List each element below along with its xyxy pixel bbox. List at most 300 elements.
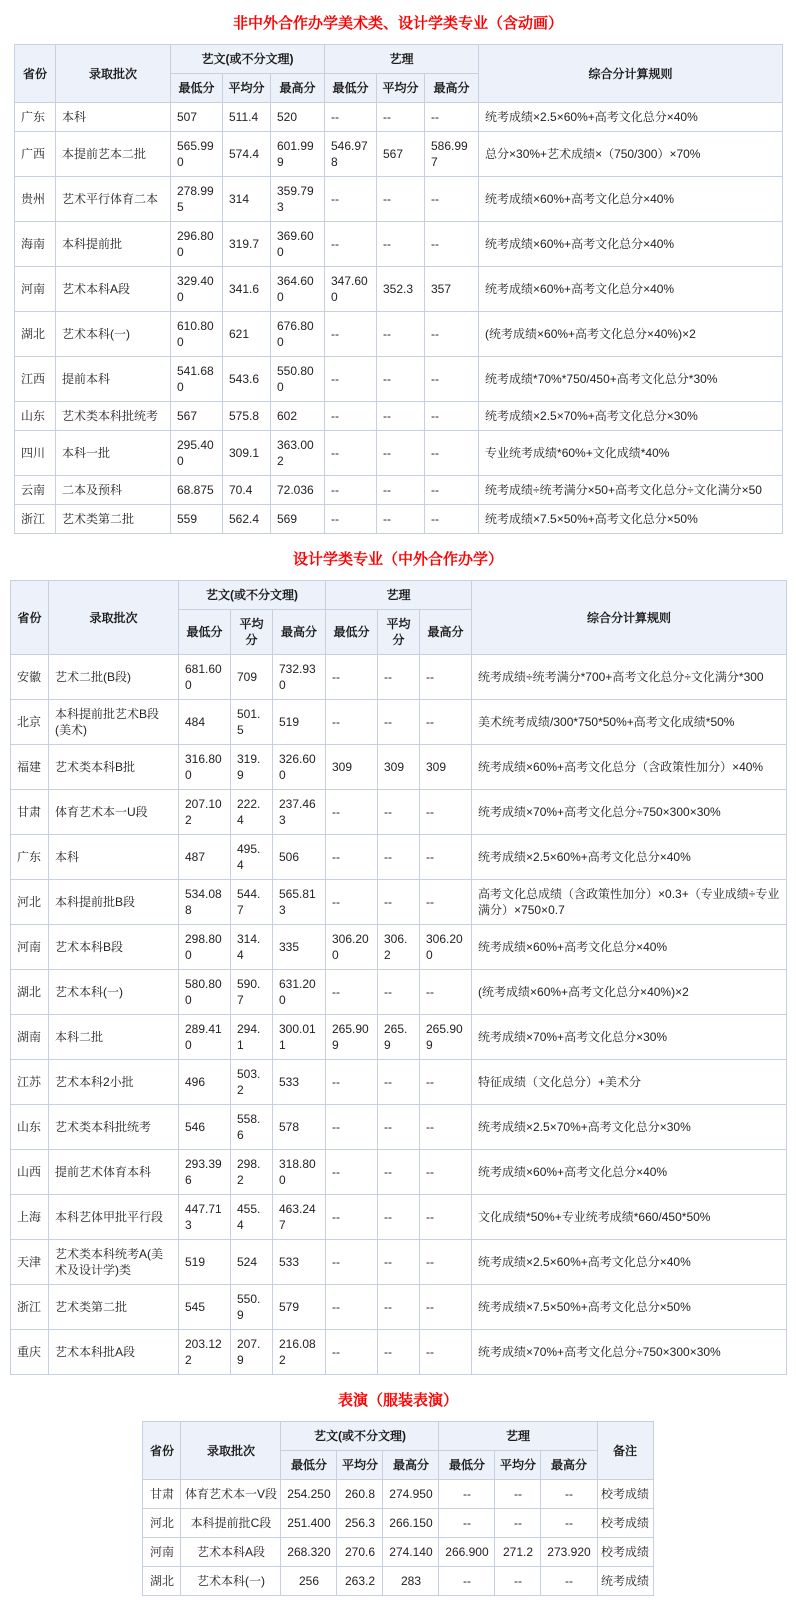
table-cell: 447.713 xyxy=(179,1195,231,1240)
table-cell: 274.140 xyxy=(383,1538,439,1567)
table-cell: 海南 xyxy=(15,222,56,267)
table-cell: 特征成绩（文化总分）+美术分 xyxy=(472,1060,787,1105)
table-cell: 254.250 xyxy=(281,1480,337,1509)
table-cell: 河南 xyxy=(15,267,56,312)
col-header-min: 最低分 xyxy=(325,74,377,103)
table-cell: -- xyxy=(495,1567,541,1596)
table-row xyxy=(11,925,787,970)
table-cell: 山西 xyxy=(11,1150,49,1195)
table-cell: 579 xyxy=(273,1285,326,1330)
table-cell: -- xyxy=(377,222,425,267)
table-cell: 709 xyxy=(231,655,273,700)
table-cell: 574.4 xyxy=(223,132,271,177)
table-cell: 广东 xyxy=(15,103,56,132)
table-cell: 校考成绩 xyxy=(597,1538,653,1567)
table-cell: 统考成绩×2.5×60%+高考文化总分×40% xyxy=(472,835,787,880)
table-cell: 总分×30%+艺术成绩×（750/300）×70% xyxy=(479,132,783,177)
table-cell: -- xyxy=(420,1195,472,1240)
table-cell: 278.995 xyxy=(171,177,223,222)
table-cell: 统考成绩×7.5×50%+高考文化总分×50% xyxy=(479,505,783,534)
table-cell: -- xyxy=(425,476,479,505)
table-cell: 统考成绩×60%+高考文化总分×40% xyxy=(472,1150,787,1195)
table-cell: 216.082 xyxy=(273,1330,326,1375)
table-cell: 统考成绩×70%+高考文化总分÷750×300×30% xyxy=(472,790,787,835)
table-cell: 艺术本科A段 xyxy=(56,267,171,312)
table-cell: -- xyxy=(378,1060,420,1105)
table-cell: 江苏 xyxy=(11,1060,49,1105)
table-cell: 335 xyxy=(273,925,326,970)
table-cell: 309.1 xyxy=(223,431,271,476)
table-cell: 艺术本科2小批 xyxy=(49,1060,179,1105)
table-cell: 484 xyxy=(179,700,231,745)
table-cell: 甘肃 xyxy=(11,790,49,835)
table-cell: 534.088 xyxy=(179,880,231,925)
table-cell: -- xyxy=(425,505,479,534)
table-cell: 统考成绩×2.5×60%+高考文化总分×40% xyxy=(472,1240,787,1285)
table-cell: 341.6 xyxy=(223,267,271,312)
table-cell: -- xyxy=(326,1060,378,1105)
table-cell: 提前艺术体育本科 xyxy=(49,1150,179,1195)
table-cell: -- xyxy=(325,222,377,267)
table-cell: 519 xyxy=(273,700,326,745)
table-cell: 统考成绩×2.5×70%+高考文化总分×30% xyxy=(472,1105,787,1150)
table-cell: 湖北 xyxy=(11,970,49,1015)
table-cell: 207.102 xyxy=(179,790,231,835)
table-cell: 四川 xyxy=(15,431,56,476)
table-cell: 本科 xyxy=(56,103,171,132)
table-cell: 586.997 xyxy=(425,132,479,177)
table-cell: 268.320 xyxy=(281,1538,337,1567)
table-cell: 68.875 xyxy=(171,476,223,505)
table-cell: -- xyxy=(420,970,472,1015)
table-cell: 621 xyxy=(223,312,271,357)
table-cell: -- xyxy=(420,1285,472,1330)
table-row xyxy=(15,357,783,402)
table-cell: -- xyxy=(425,431,479,476)
table-cell: 237.463 xyxy=(273,790,326,835)
table-cell: -- xyxy=(377,103,425,132)
table-cell: 565.990 xyxy=(171,132,223,177)
table-cell: 309 xyxy=(378,745,420,790)
table-cell: 安徽 xyxy=(11,655,49,700)
table-cell: -- xyxy=(378,970,420,1015)
table-row xyxy=(11,1285,787,1330)
table-cell: 271.2 xyxy=(495,1538,541,1567)
table-cell: 601.999 xyxy=(271,132,325,177)
table-cell: -- xyxy=(326,1150,378,1195)
table-cell: -- xyxy=(325,431,377,476)
col-group-arts-sci: 艺理 xyxy=(439,1422,597,1451)
table-cell: 263.2 xyxy=(337,1567,383,1596)
table-cell: -- xyxy=(420,1105,472,1150)
col-header-max: 最高分 xyxy=(383,1451,439,1480)
table-cell: 507 xyxy=(171,103,223,132)
table-body xyxy=(143,1480,653,1596)
table-cell: 511.4 xyxy=(223,103,271,132)
table-cell: 300.011 xyxy=(273,1015,326,1060)
table-row xyxy=(15,177,783,222)
table-cell: -- xyxy=(420,880,472,925)
table-cell: 河北 xyxy=(11,880,49,925)
col-group-arts-sci: 艺理 xyxy=(325,45,479,74)
table-cell: -- xyxy=(326,790,378,835)
header-row-groups xyxy=(11,581,787,610)
table-cell: -- xyxy=(325,476,377,505)
table-cell: 统考成绩×60%+高考文化总分×40% xyxy=(479,222,783,267)
table-cell: 294.1 xyxy=(231,1015,273,1060)
table-cell: 610.800 xyxy=(171,312,223,357)
table-cell: 533 xyxy=(273,1240,326,1285)
section-title-performance: 表演（服装表演） xyxy=(337,1392,458,1409)
table-cell: 580.800 xyxy=(179,970,231,1015)
table-cell: 575.8 xyxy=(223,402,271,431)
table-cell: -- xyxy=(325,312,377,357)
table-cell: 校考成绩 xyxy=(597,1509,653,1538)
table-cell: 347.600 xyxy=(325,267,377,312)
table-cell: 318.800 xyxy=(273,1150,326,1195)
table-cell: 本科提前批B段 xyxy=(49,880,179,925)
table-cell: 455.4 xyxy=(231,1195,273,1240)
table-cell: 541.680 xyxy=(171,357,223,402)
table-cell: 602 xyxy=(271,402,325,431)
table-row xyxy=(15,267,783,312)
table-cell: 266.150 xyxy=(383,1509,439,1538)
table-cell: -- xyxy=(378,835,420,880)
table-cell: 306.2 xyxy=(378,925,420,970)
table-cell: 270.6 xyxy=(337,1538,383,1567)
table-cell: 湖北 xyxy=(15,312,56,357)
table-cell: -- xyxy=(425,312,479,357)
table-cell: 295.400 xyxy=(171,431,223,476)
table-cell: 309 xyxy=(420,745,472,790)
table-row xyxy=(11,745,787,790)
table-cell: 306.200 xyxy=(420,925,472,970)
table-cell: 统考成绩×2.5×60%+高考文化总分×40% xyxy=(479,103,783,132)
table-cell: 309 xyxy=(326,745,378,790)
table-row xyxy=(15,476,783,505)
col-header-rule: 综合分计算规则 xyxy=(472,581,787,655)
table-cell: 546 xyxy=(179,1105,231,1150)
table-cell: -- xyxy=(377,312,425,357)
table-cell: 河北 xyxy=(143,1509,181,1538)
col-header-note: 备注 xyxy=(597,1422,653,1480)
table-cell: 艺术类本科统考A(美术及设计学)类 xyxy=(49,1240,179,1285)
table-cell: 本提前艺本二批 xyxy=(56,132,171,177)
table-cell: 550.800 xyxy=(271,357,325,402)
table-cell: 体育艺术本一V段 xyxy=(181,1480,281,1509)
table-cell: 319.7 xyxy=(223,222,271,267)
table-cell: 359.793 xyxy=(271,177,325,222)
col-group-arts-lit: 艺文(或不分文理) xyxy=(179,581,326,610)
table-cell: 260.8 xyxy=(337,1480,383,1509)
table-cell: -- xyxy=(420,1240,472,1285)
table-row xyxy=(15,312,783,357)
table-cell: 329.400 xyxy=(171,267,223,312)
table-cell: -- xyxy=(377,357,425,402)
table-cell: 艺术本科(一) xyxy=(56,312,171,357)
table-cell: -- xyxy=(326,1240,378,1285)
table-cell: 艺术本科B段 xyxy=(49,925,179,970)
table-cell: 289.410 xyxy=(179,1015,231,1060)
table-cell: -- xyxy=(377,177,425,222)
table-cell: 676.800 xyxy=(271,312,325,357)
table-cell: -- xyxy=(325,505,377,534)
table-cell: (统考成绩×60%+高考文化总分×40%)×2 xyxy=(479,312,783,357)
table-cell: -- xyxy=(378,1330,420,1375)
col-header-min: 最低分 xyxy=(326,610,378,655)
col-header-max: 最高分 xyxy=(425,74,479,103)
table-cell: 统考成绩×2.5×70%+高考文化总分×30% xyxy=(479,402,783,431)
table-cell: 558.6 xyxy=(231,1105,273,1150)
table-cell: -- xyxy=(325,177,377,222)
table-row xyxy=(11,1150,787,1195)
table-cell: 519 xyxy=(179,1240,231,1285)
table-cell: 云南 xyxy=(15,476,56,505)
table-cell: -- xyxy=(420,835,472,880)
col-header-min: 最低分 xyxy=(171,74,223,103)
col-header-max: 最高分 xyxy=(273,610,326,655)
table-cell: 艺术本科(一) xyxy=(181,1567,281,1596)
table-cell: 298.2 xyxy=(231,1150,273,1195)
table-cell: 二本及预科 xyxy=(56,476,171,505)
table-cell: 体育艺术本一U段 xyxy=(49,790,179,835)
table-cell: 艺术二批(B段) xyxy=(49,655,179,700)
col-header-max: 最高分 xyxy=(541,1451,597,1480)
col-header-avg: 平均分 xyxy=(378,610,420,655)
table-row xyxy=(11,970,787,1015)
table-cell: -- xyxy=(378,1195,420,1240)
table-cell: -- xyxy=(425,222,479,267)
table-cell: -- xyxy=(326,880,378,925)
table-cell: 统考成绩÷统考满分×50+高考文化总分÷文化满分×50 xyxy=(479,476,783,505)
table-cell: 293.396 xyxy=(179,1150,231,1195)
table-cell: 207.9 xyxy=(231,1330,273,1375)
table-row xyxy=(143,1480,653,1509)
table-cell: 湖南 xyxy=(11,1015,49,1060)
table-cell: -- xyxy=(378,880,420,925)
table-cell: 503.2 xyxy=(231,1060,273,1105)
table-cell: 福建 xyxy=(11,745,49,790)
table-cell: 艺术类本科批统考 xyxy=(56,402,171,431)
table-cell: 283 xyxy=(383,1567,439,1596)
table-cell: 统考成绩×60%+高考文化总分×40% xyxy=(479,177,783,222)
table-cell: 550.9 xyxy=(231,1285,273,1330)
table-cell: 山东 xyxy=(11,1105,49,1150)
table-cell: 544.7 xyxy=(231,880,273,925)
col-group-arts-lit: 艺文(或不分文理) xyxy=(281,1422,439,1451)
table-row xyxy=(11,1195,787,1240)
table-cell: 319.9 xyxy=(231,745,273,790)
table-cell: -- xyxy=(495,1509,541,1538)
table-cell: 565.813 xyxy=(273,880,326,925)
table-cell: 314 xyxy=(223,177,271,222)
table-cell: -- xyxy=(420,1150,472,1195)
table-cell: -- xyxy=(439,1567,495,1596)
table-cell: 266.900 xyxy=(439,1538,495,1567)
table-row xyxy=(11,1105,787,1150)
table-header xyxy=(15,45,783,103)
scores-table-non-cooperative xyxy=(14,44,783,534)
table-cell: -- xyxy=(425,177,479,222)
table-cell: 273.920 xyxy=(541,1538,597,1567)
table-cell: 专业统考成绩*60%+文化成绩*40% xyxy=(479,431,783,476)
table-cell: 广西 xyxy=(15,132,56,177)
table-cell: -- xyxy=(541,1509,597,1538)
table-cell: 520 xyxy=(271,103,325,132)
table-cell: 256.3 xyxy=(337,1509,383,1538)
table-cell: -- xyxy=(377,476,425,505)
table-cell: 562.4 xyxy=(223,505,271,534)
table-cell: 统考成绩×7.5×50%+高考文化总分×50% xyxy=(472,1285,787,1330)
table-cell: 广东 xyxy=(11,835,49,880)
table-cell: 314.4 xyxy=(231,925,273,970)
table-cell: 732.930 xyxy=(273,655,326,700)
table-cell: -- xyxy=(420,1330,472,1375)
table-cell: 306.200 xyxy=(326,925,378,970)
table-cell: -- xyxy=(541,1480,597,1509)
table-cell: -- xyxy=(425,103,479,132)
table-cell: 文化成绩*50%+专业统考成绩*660/450*50% xyxy=(472,1195,787,1240)
table-cell: 72.036 xyxy=(271,476,325,505)
table-cell: 506 xyxy=(273,835,326,880)
col-header-avg: 平均分 xyxy=(231,610,273,655)
table-cell: -- xyxy=(326,1195,378,1240)
table-cell: -- xyxy=(326,835,378,880)
table-cell: 本科二批 xyxy=(49,1015,179,1060)
table-cell: 316.800 xyxy=(179,745,231,790)
table-cell: 487 xyxy=(179,835,231,880)
table-cell: 545 xyxy=(179,1285,231,1330)
table-cell: 本科艺体甲批平行段 xyxy=(49,1195,179,1240)
table-body xyxy=(11,655,787,1375)
col-header-province: 省份 xyxy=(143,1422,181,1480)
table-cell: 本科 xyxy=(49,835,179,880)
table-cell: 天津 xyxy=(11,1240,49,1285)
table-cell: 高考文化总成绩（含政策性加分）×0.3+（专业成绩÷专业满分）×750×0.7 xyxy=(472,880,787,925)
bottom-spacer xyxy=(0,1596,796,1604)
table-cell: -- xyxy=(378,1240,420,1285)
table-cell: 统考成绩×70%+高考文化总分×30% xyxy=(472,1015,787,1060)
table-cell: -- xyxy=(377,402,425,431)
table-cell: 艺术本科批A段 xyxy=(49,1330,179,1375)
col-header-batch: 录取批次 xyxy=(49,581,179,655)
col-group-arts-lit: 艺文(或不分文理) xyxy=(171,45,325,74)
table-cell: 569 xyxy=(271,505,325,534)
table-cell: 559 xyxy=(171,505,223,534)
col-header-avg: 平均分 xyxy=(377,74,425,103)
table-cell: -- xyxy=(425,357,479,402)
col-header-avg: 平均分 xyxy=(223,74,271,103)
col-header-batch: 录取批次 xyxy=(56,45,171,103)
table-cell: -- xyxy=(420,1060,472,1105)
col-header-avg: 平均分 xyxy=(495,1451,541,1480)
table-row xyxy=(15,431,783,476)
table-cell: -- xyxy=(420,790,472,835)
table-cell: -- xyxy=(377,431,425,476)
table-cell: -- xyxy=(439,1480,495,1509)
table-cell: 艺术本科(一) xyxy=(49,970,179,1015)
table-row xyxy=(15,222,783,267)
table-row xyxy=(11,790,787,835)
col-header-max: 最高分 xyxy=(271,74,325,103)
table-cell: -- xyxy=(378,655,420,700)
table-header xyxy=(11,581,787,655)
table-cell: 256 xyxy=(281,1567,337,1596)
table-cell: -- xyxy=(326,1285,378,1330)
table-cell: 296.800 xyxy=(171,222,223,267)
table-cell: 校考成绩 xyxy=(597,1480,653,1509)
table-cell: 590.7 xyxy=(231,970,273,1015)
table-cell: 546.978 xyxy=(325,132,377,177)
table-cell: 艺术本科A段 xyxy=(181,1538,281,1567)
scores-table-cooperative xyxy=(10,580,787,1375)
col-header-province: 省份 xyxy=(11,581,49,655)
table-cell: 艺术平行体育二本 xyxy=(56,177,171,222)
table-row xyxy=(11,1015,787,1060)
table-row xyxy=(11,835,787,880)
table-cell: 本科提前批 xyxy=(56,222,171,267)
col-header-min: 最低分 xyxy=(281,1451,337,1480)
table-cell: 274.950 xyxy=(383,1480,439,1509)
table-cell: 567 xyxy=(171,402,223,431)
table-cell: -- xyxy=(420,655,472,700)
table-cell: -- xyxy=(326,1330,378,1375)
table-cell: 265.909 xyxy=(326,1015,378,1060)
table-cell: -- xyxy=(439,1509,495,1538)
table-cell: 艺术类本科B批 xyxy=(49,745,179,790)
col-group-arts-sci: 艺理 xyxy=(326,581,472,610)
table-cell: 352.3 xyxy=(377,267,425,312)
table-header xyxy=(143,1422,653,1480)
table-cell: 河南 xyxy=(11,925,49,970)
table-cell: 369.600 xyxy=(271,222,325,267)
table-cell: 北京 xyxy=(11,700,49,745)
table-cell: 463.247 xyxy=(273,1195,326,1240)
table-cell: -- xyxy=(325,402,377,431)
table-cell: 浙江 xyxy=(11,1285,49,1330)
table-cell: 艺术类第二批 xyxy=(56,505,171,534)
table-cell: 265.909 xyxy=(420,1015,472,1060)
table-cell: 496 xyxy=(179,1060,231,1105)
table-cell: 363.002 xyxy=(271,431,325,476)
col-header-min: 最低分 xyxy=(439,1451,495,1480)
table-cell: 578 xyxy=(273,1105,326,1150)
header-row-groups xyxy=(143,1422,653,1451)
table-cell: 湖北 xyxy=(143,1567,181,1596)
table-cell: 统考成绩÷统考满分*700+高考文化总分÷文化满分*300 xyxy=(472,655,787,700)
table-cell: -- xyxy=(377,505,425,534)
table-cell: 浙江 xyxy=(15,505,56,534)
table-cell: -- xyxy=(325,357,377,402)
table-cell: 统考成绩 xyxy=(597,1567,653,1596)
header-row-groups xyxy=(15,45,783,74)
table-cell: 222.4 xyxy=(231,790,273,835)
table-cell: 统考成绩*70%*750/450+高考文化总分*30% xyxy=(479,357,783,402)
table-cell: 524 xyxy=(231,1240,273,1285)
table-cell: -- xyxy=(326,655,378,700)
table-cell: 364.600 xyxy=(271,267,325,312)
table-cell: 美术统考成绩/300*750*50%+高考文化成绩*50% xyxy=(472,700,787,745)
table-cell: 甘肃 xyxy=(143,1480,181,1509)
table-row xyxy=(11,880,787,925)
table-cell: -- xyxy=(378,1285,420,1330)
col-header-min: 最低分 xyxy=(179,610,231,655)
table-cell: -- xyxy=(495,1480,541,1509)
table-cell: 统考成绩×70%+高考文化总分÷750×300×30% xyxy=(472,1330,787,1375)
table-row xyxy=(11,1060,787,1105)
table-row xyxy=(11,1240,787,1285)
table-row xyxy=(143,1509,653,1538)
